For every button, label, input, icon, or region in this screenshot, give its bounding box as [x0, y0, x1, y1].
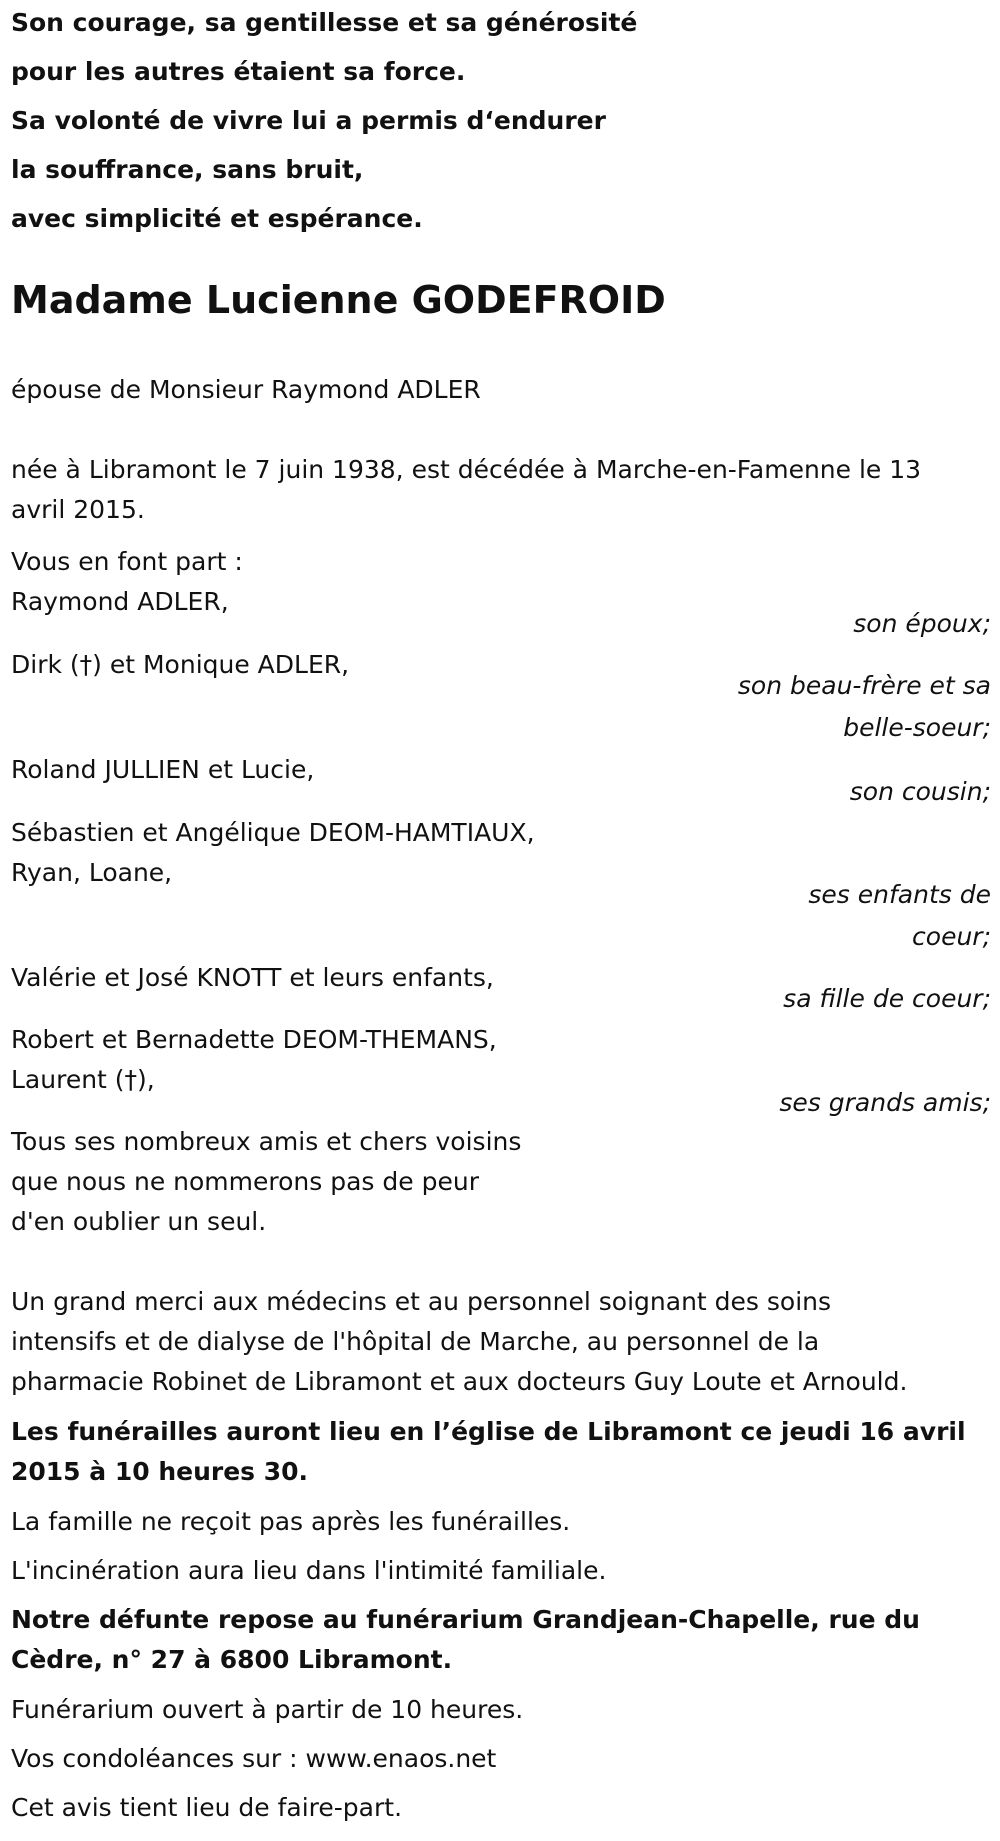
family-name-1: Raymond ADLER,: [11, 587, 229, 616]
family-relation-2a: son beau-frère et sa: [737, 671, 991, 700]
family-name-4a: Sébastien et Angélique DEOM-HAMTIAUX,: [11, 818, 535, 847]
birth-death-line-2: avril 2015.: [11, 495, 145, 524]
opening-hours: Funérarium ouvert à partir de 10 heures.: [11, 1695, 524, 1724]
family-relation-4b: coeur;: [912, 922, 991, 951]
family-relation-6: ses grands amis;: [779, 1088, 991, 1117]
thanks-line-3: pharmacie Robinet de Libramont et aux docteurs Guy Loute et Arnould.: [11, 1367, 908, 1396]
family-name-3: Roland JULLIEN et Lucie,: [11, 755, 315, 784]
family-name-6a: Robert et Bernadette DEOM-THEMANS,: [11, 1025, 497, 1054]
announce-intro: Vous en font part :: [11, 547, 243, 576]
funeral-line-1: Les funérailles auront lieu en l’église de Libramont ce jeudi 16 avril: [11, 1417, 966, 1446]
deceased-name: Madame Lucienne GODEFROID: [11, 278, 666, 322]
epitaph-line-5: avec simplicité et espérance.: [11, 204, 423, 233]
thanks-line-2: intensifs et de dialyse de l'hôpital de Marche, au personnel de la: [11, 1327, 820, 1356]
epitaph-line-3: Sa volonté de vivre lui a permis d‘endurer: [11, 106, 606, 135]
epitaph-line-1: Son courage, sa gentillesse et sa générosité: [11, 8, 638, 37]
epitaph-line-4: la souffrance, sans bruit,: [11, 155, 364, 184]
friends-line-3: d'en oublier un seul.: [11, 1207, 267, 1236]
family-relation-4a: ses enfants de: [808, 880, 991, 909]
family-name-6b: Laurent (†),: [11, 1065, 155, 1094]
friends-line-2: que nous ne nommerons pas de peur: [11, 1167, 479, 1196]
birth-death-line-1: née à Libramont le 7 juin 1938, est décédée à Marche-en-Famenne le 13: [11, 455, 922, 484]
notice-statement: Cet avis tient lieu de faire-part.: [11, 1793, 403, 1822]
rest-place-line-1: Notre défunte repose au funérarium Grandjean-Chapelle, rue du: [11, 1605, 920, 1634]
friends-line-1: Tous ses nombreux amis et chers voisins: [11, 1127, 522, 1156]
family-relation-1: son époux;: [853, 609, 991, 638]
family-relation-2b: belle-soeur;: [843, 713, 991, 742]
family-name-2: Dirk (†) et Monique ADLER,: [11, 650, 350, 679]
no-reception: La famille ne reçoit pas après les funérailles.: [11, 1507, 571, 1536]
family-name-5: Valérie et José KNOTT et leurs enfants,: [11, 963, 494, 992]
cremation: L'incinération aura lieu dans l'intimité familiale.: [11, 1556, 607, 1585]
family-name-4b: Ryan, Loane,: [11, 858, 173, 887]
thanks-line-1: Un grand merci aux médecins et au personnel soignant des soins: [11, 1287, 832, 1316]
spouse-line: épouse de Monsieur Raymond ADLER: [11, 375, 481, 404]
family-relation-5: sa fille de coeur;: [783, 984, 991, 1013]
rest-place-line-2: Cèdre, n° 27 à 6800 Libramont.: [11, 1645, 453, 1674]
funeral-line-2: 2015 à 10 heures 30.: [11, 1457, 309, 1486]
epitaph-line-2: pour les autres étaient sa force.: [11, 57, 466, 86]
condolences: Vos condoléances sur : www.enaos.net: [11, 1744, 497, 1773]
family-relation-3: son cousin;: [849, 777, 991, 806]
